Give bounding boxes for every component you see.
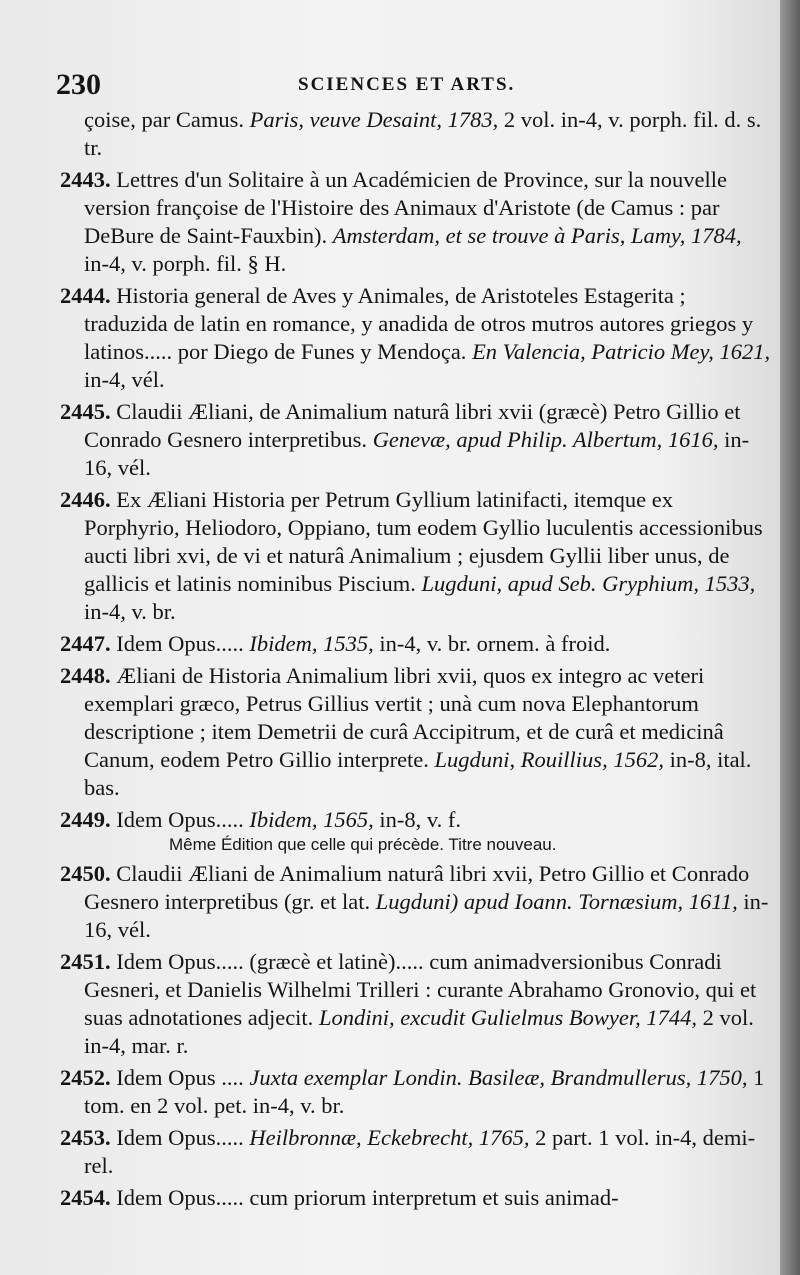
entry-text: Lettres d'un Solitaire à un Académicien de Province, sur la nouvelle version françoise de l'Histoire des Animaux d'Aristote (de Camus : par DeBure de Saint-Fauxbin). xyxy=(84,167,727,248)
entry-description: in-8, v. f. xyxy=(373,807,462,832)
entry-number: 2449. xyxy=(60,807,111,832)
catalogue-entry xyxy=(60,1064,772,1120)
entry-imprint: Paris, veuve Desaint, 1783, xyxy=(249,107,499,132)
page-header xyxy=(50,68,770,104)
entry-imprint: Amsterdam, et se trouve à Paris, Lamy, 1784, xyxy=(332,223,742,248)
catalogue-entry xyxy=(60,398,772,482)
entry-imprint: Ibidem, 1565, xyxy=(249,807,374,832)
entry-imprint: En Valencia, Patricio Mey, 1621, xyxy=(472,339,771,364)
entry-number: 2443. xyxy=(60,167,111,192)
entry-imprint: Lugduni) apud Ioann. Tornæsium, 1611, xyxy=(375,889,738,914)
entry-text: Claudii Æliani de Animalium naturâ libri xvii, Petro Gillio et Conrado Gesnero interpretibus (gr. et lat. xyxy=(84,861,750,914)
entry-description: in-4, vél. xyxy=(84,367,165,392)
entry-text: Idem Opus..... xyxy=(116,1125,250,1150)
entry-description: 2 vol. in-4, mar. r. xyxy=(84,1005,754,1058)
entry-imprint: Londini, excudit Gulielmus Bowyer, 1744, xyxy=(318,1005,698,1030)
entry-number: 2447. xyxy=(60,631,111,656)
catalogue-entry xyxy=(60,1184,772,1212)
catalogue-entry xyxy=(60,1124,772,1180)
entry-text: Idem Opus..... cum priorum interpretum et suis animad- xyxy=(116,1185,619,1210)
entry-description: in-16, vél. xyxy=(84,427,750,480)
catalogue-entry xyxy=(60,282,772,394)
catalogue-entry xyxy=(60,948,772,1060)
entry-text: Claudii Æliani, de Animalium naturâ libri xvii (græcè) Petro Gillio et Conrado Gesnero interpretibus. xyxy=(84,399,741,452)
entry-number: 2444. xyxy=(60,283,111,308)
page-edge-shadow xyxy=(780,0,800,1275)
entry-note: Même Édition que celle qui précède. Titre nouveau. xyxy=(169,835,557,854)
running-title: SCIENCES ET ARTS. xyxy=(298,74,516,95)
catalogue-entry xyxy=(60,806,772,856)
entry-text: Idem Opus..... (græcè et latinè)..... cum animadversionibus Conradi Gesneri, et Danielis Wilhelmi Trilleri : curante Abrahamo Gronovio, qui et suas adnotationes adjecit. xyxy=(84,949,757,1030)
entry-imprint: Juxta exemplar Londin. Basileæ, Brandmullerus, 1750, xyxy=(249,1065,748,1090)
entry-number: 2446. xyxy=(60,487,111,512)
entry-text: Idem Opus..... xyxy=(116,807,250,832)
entry-description: in-8, ital. bas. xyxy=(84,747,752,800)
catalogue-entry xyxy=(60,166,772,278)
entry-number: 2448. xyxy=(60,663,111,688)
entry-number: 2451. xyxy=(60,949,111,974)
entry-text: Historia general de Aves y Animales, de Aristoteles Estagerita ; traduzida de latin en romance, y anadida de otros mutros autores griegos y latinos..... por Diego de Funes y Mendoça. xyxy=(84,283,754,364)
entry-number: 2453. xyxy=(60,1125,111,1150)
entry-imprint: Genevæ, apud Philip. Albertum, 1616, xyxy=(372,427,719,452)
entry-description: in-4, v. br. xyxy=(84,599,176,624)
entry-description: 2 part. 1 vol. in-4, demi-rel. xyxy=(84,1125,756,1178)
page-number: 230 xyxy=(56,68,101,101)
entry-number: 2454. xyxy=(60,1185,111,1210)
entry-text: Æliani de Historia Animalium libri xvii, quos ex integro ac veteri exemplari græco, Petrus Gillius vertit ; unà cum nova Elephantorum descriptione ; item Demetrii de curâ Accipitrum, et de curâ et medicinâ Canum, eodem Petro Gillio interprete. xyxy=(84,663,724,772)
entry-text: Idem Opus .... xyxy=(116,1065,250,1090)
entry-imprint: Ibidem, 1535, xyxy=(249,631,374,656)
entry-text: Idem Opus..... xyxy=(116,631,250,656)
entry-number: 2450. xyxy=(60,861,111,886)
catalogue-entry xyxy=(60,630,772,658)
catalogue-entry xyxy=(60,106,772,162)
catalogue-entry xyxy=(60,486,772,626)
entry-imprint: Heilbronnæ, Eckebrecht, 1765, xyxy=(249,1125,530,1150)
entry-text: Ex Æliani Historia per Petrum Gyllium latinifacti, itemque ex Porphyrio, Heliodoro, Oppiano, tum eodem Gyllio luculentis accessionibus aucti libri xvi, de vi et naturâ Animalium ; ejusdem Gyllii liber unus, de gallicis et latinis nominibus Piscium. xyxy=(84,487,763,596)
catalogue-entry xyxy=(60,662,772,802)
entry-description: in-4, v. br. ornem. à froid. xyxy=(373,631,611,656)
entry-number: 2445. xyxy=(60,399,111,424)
entry-imprint: Lugduni, apud Seb. Gryphium, 1533, xyxy=(421,571,756,596)
catalogue-entry xyxy=(60,860,772,944)
entry-description: 1 tom. en 2 vol. pet. in-4, v. br. xyxy=(84,1065,765,1118)
catalogue-entries xyxy=(60,106,772,1216)
entry-description: in-16, vél. xyxy=(84,889,769,942)
entry-description: in-4, v. porph. fil. § H. xyxy=(84,251,287,276)
entry-imprint: Lugduni, Rouillius, 1562, xyxy=(434,747,664,772)
entry-description: 2 vol. in-4, v. porph. fil. d. s. tr. xyxy=(84,107,762,160)
entry-text: çoise, par Camus. xyxy=(84,107,250,132)
entry-number: 2452. xyxy=(60,1065,111,1090)
